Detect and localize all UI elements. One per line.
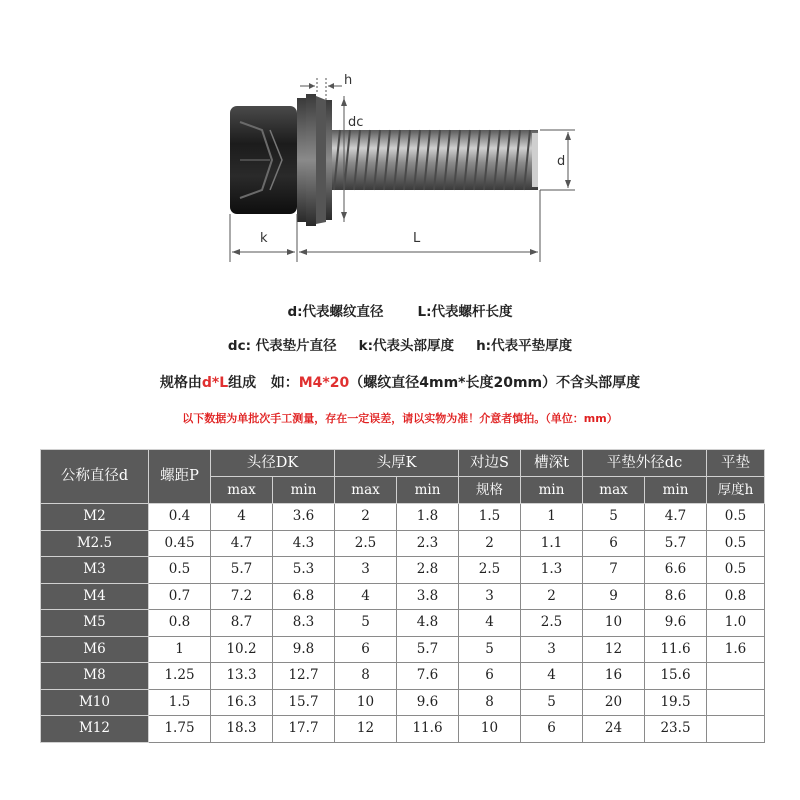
table-cell: 2.8 [397, 557, 459, 584]
header-max: max [583, 477, 645, 504]
table-cell: 4.3 [273, 530, 335, 557]
table-cell: 5.7 [645, 530, 707, 557]
table-cell: 6 [335, 636, 397, 663]
table-cell: 16.3 [211, 689, 273, 716]
table-cell: 11.6 [397, 716, 459, 743]
table-cell: 6 [583, 530, 645, 557]
table-cell: 3.8 [397, 583, 459, 610]
table-cell: 1.75 [149, 716, 211, 743]
table-cell: 5.7 [211, 557, 273, 584]
table-cell: 8 [335, 663, 397, 690]
size-cell: M10 [41, 689, 149, 716]
size-cell: M3 [41, 557, 149, 584]
table-cell: 0.4 [149, 504, 211, 531]
table-cell: 23.5 [645, 716, 707, 743]
size-cell: M2.5 [41, 530, 149, 557]
table-cell: 1.8 [397, 504, 459, 531]
table-cell: 1 [521, 504, 583, 531]
table-cell: 7 [583, 557, 645, 584]
table-cell: 5 [459, 636, 521, 663]
table-cell: 13.3 [211, 663, 273, 690]
spec-example: M4*20 [298, 375, 350, 391]
table-cell: 5.3 [273, 557, 335, 584]
header-min: min [397, 477, 459, 504]
table-row [41, 716, 765, 743]
table-cell: 7.6 [397, 663, 459, 690]
table-cell: 10 [335, 689, 397, 716]
table-cell: 6.6 [645, 557, 707, 584]
table-cell: 4.8 [397, 610, 459, 637]
table-cell: 12 [335, 716, 397, 743]
header-head-thk: 头厚K [335, 450, 459, 477]
table-cell [707, 716, 765, 743]
label-h: h [344, 73, 353, 88]
table-cell: 8 [459, 689, 521, 716]
legend-L: L:代表螺杆长度 [417, 304, 513, 320]
table-cell: 1.0 [707, 610, 765, 637]
header-nominal: 公称直径d [41, 450, 149, 504]
table-cell: 3 [459, 583, 521, 610]
table-cell: 15.7 [273, 689, 335, 716]
table-cell: 7.2 [211, 583, 273, 610]
screw-dimension-diagram [0, 0, 800, 290]
table-cell: 3.6 [273, 504, 335, 531]
table-cell: 20 [583, 689, 645, 716]
table-cell: 0.7 [149, 583, 211, 610]
header-min: min [645, 477, 707, 504]
label-dc: dc [348, 115, 364, 130]
screw-head [230, 106, 297, 214]
table-cell: 0.8 [707, 583, 765, 610]
threaded-shank [332, 130, 538, 190]
table-cell: 0.5 [707, 530, 765, 557]
table-cell: 1.5 [149, 689, 211, 716]
measurement-note: 以下数据为单批次手工测量，存在一定误差，请以实物为准！介意者慎拍。（单位：mm） [182, 412, 618, 425]
table-cell: 8.3 [273, 610, 335, 637]
table-cell: 10.2 [211, 636, 273, 663]
table-cell: 4 [521, 663, 583, 690]
table-row [41, 583, 765, 610]
table-cell: 3 [335, 557, 397, 584]
table-cell: 1.25 [149, 663, 211, 690]
label-k: k [260, 231, 268, 246]
header-max: max [211, 477, 273, 504]
size-cell: M4 [41, 583, 149, 610]
table-cell: 2.3 [397, 530, 459, 557]
table-cell: 4 [211, 504, 273, 531]
label-L: L [413, 231, 421, 246]
table-cell [707, 689, 765, 716]
table-cell: 6.8 [273, 583, 335, 610]
legend-h: h:代表平垫厚度 [476, 338, 573, 354]
size-cell: M5 [41, 610, 149, 637]
table-cell: 10 [583, 610, 645, 637]
table-cell: 0.5 [707, 504, 765, 531]
table-cell: 6 [459, 663, 521, 690]
spec-table-body [41, 504, 765, 743]
header-head-dia: 头径DK [211, 450, 335, 477]
table-cell: 1.5 [459, 504, 521, 531]
header-washer-thk-2: 厚度h [707, 477, 765, 504]
table-cell: 2 [521, 583, 583, 610]
spec-format-line [0, 372, 800, 392]
table-cell: 4 [335, 583, 397, 610]
table-cell: 4.7 [645, 504, 707, 531]
table-cell: 5 [521, 689, 583, 716]
table-cell: 19.5 [645, 689, 707, 716]
table-cell: 8.6 [645, 583, 707, 610]
table-cell: 11.6 [645, 636, 707, 663]
table-cell: 24 [583, 716, 645, 743]
table-row [41, 504, 765, 531]
label-d: d [557, 154, 566, 169]
table-cell: 2.5 [459, 557, 521, 584]
table-cell: 2.5 [521, 610, 583, 637]
spec-suffix: （螺纹直径4mm*长度20mm）不含头部厚度 [349, 375, 641, 391]
table-row [41, 636, 765, 663]
table-cell: 2 [335, 504, 397, 531]
header-max: max [335, 477, 397, 504]
header-washer-thk-1: 平垫 [707, 450, 765, 477]
size-cell: M6 [41, 636, 149, 663]
table-cell: 16 [583, 663, 645, 690]
table-cell: 4.7 [211, 530, 273, 557]
table-row [41, 557, 765, 584]
legend-d: d:代表螺纹直径 [287, 304, 384, 320]
table-cell: 18.3 [211, 716, 273, 743]
spec-mid: 组成 如： [228, 375, 299, 391]
table-row [41, 689, 765, 716]
header-pitch: 螺距P [149, 450, 211, 504]
table-cell: 1.3 [521, 557, 583, 584]
table-cell: 5 [335, 610, 397, 637]
spec-formula: d*L [201, 375, 229, 391]
table-cell: 2 [459, 530, 521, 557]
table-cell: 5 [583, 504, 645, 531]
header-min: min [273, 477, 335, 504]
header-across: 对边S [459, 450, 521, 477]
spec-prefix: 规格由 [159, 375, 202, 391]
table-cell: 17.7 [273, 716, 335, 743]
table-cell: 2.5 [335, 530, 397, 557]
table-cell: 3 [521, 636, 583, 663]
table-cell: 1.1 [521, 530, 583, 557]
table-cell: 0.5 [149, 557, 211, 584]
table-cell: 0.5 [707, 557, 765, 584]
header-across-sub: 规格 [459, 477, 521, 504]
table-cell: 0.45 [149, 530, 211, 557]
legend-line-1 [0, 300, 800, 320]
size-cell: M8 [41, 663, 149, 690]
header-washer-od: 平垫外径dc [583, 450, 707, 477]
table-cell: 9.6 [397, 689, 459, 716]
table-cell: 1 [149, 636, 211, 663]
table-cell: 12 [583, 636, 645, 663]
header-row-1 [41, 450, 765, 477]
table-cell: 10 [459, 716, 521, 743]
header-slot: 槽深t [521, 450, 583, 477]
table-cell [707, 663, 765, 690]
table-cell: 12.7 [273, 663, 335, 690]
table-cell: 9 [583, 583, 645, 610]
legend-k: k:代表头部厚度 [358, 338, 455, 354]
table-row [41, 530, 765, 557]
spec-table [40, 449, 765, 743]
size-cell: M12 [41, 716, 149, 743]
table-cell: 8.7 [211, 610, 273, 637]
table-cell: 6 [521, 716, 583, 743]
table-cell: 9.6 [645, 610, 707, 637]
legend-dc: dc: 代表垫片直径 [227, 338, 337, 354]
header-slot-sub: min [521, 477, 583, 504]
size-cell: M2 [41, 504, 149, 531]
table-row [41, 663, 765, 690]
table-cell: 1.6 [707, 636, 765, 663]
table-cell: 4 [459, 610, 521, 637]
table-cell: 15.6 [645, 663, 707, 690]
table-row [41, 610, 765, 637]
table-cell: 5.7 [397, 636, 459, 663]
table-cell: 0.8 [149, 610, 211, 637]
legend-line-2 [0, 334, 800, 354]
washer-stack [297, 94, 332, 226]
table-cell: 9.8 [273, 636, 335, 663]
